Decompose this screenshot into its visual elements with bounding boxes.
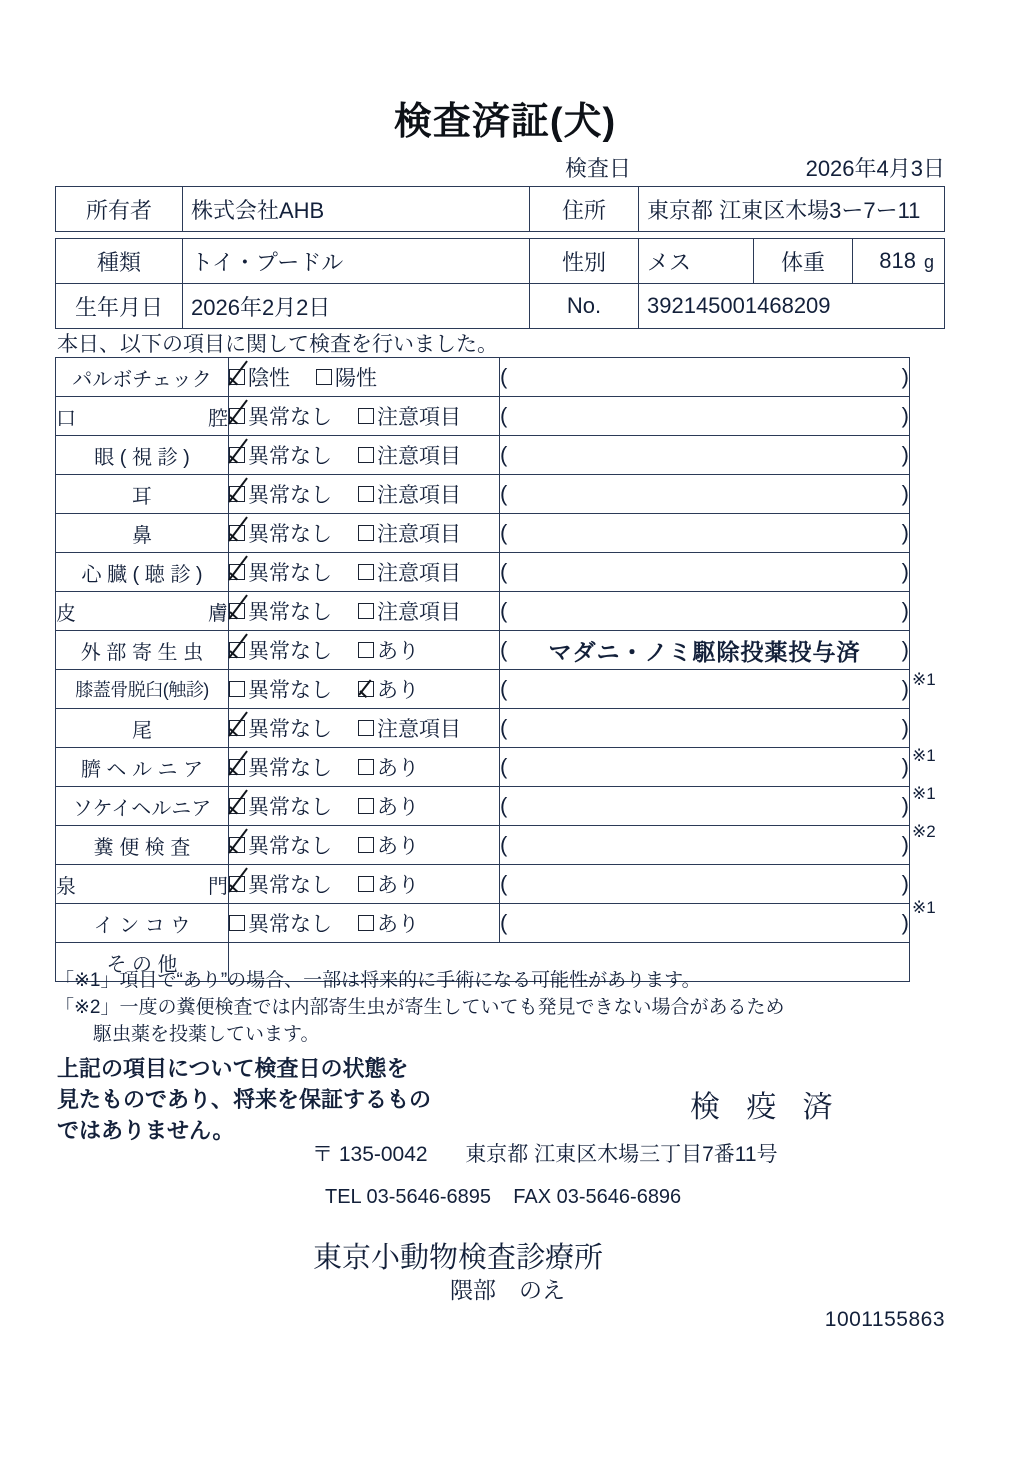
checklist-item-label: 口 腔 (56, 397, 229, 436)
clinic-person-name: 隈部 のえ (450, 1277, 565, 1303)
checkbox-option-left[interactable] (229, 869, 332, 899)
checkbox-label: 異常なし (248, 523, 332, 546)
clinic-name: 東京小動物検査診療所 (313, 1242, 604, 1274)
footnote-2: 「※2」一度の糞便検査では内部寄生虫が寄生していても発見できない場合があるため (55, 996, 785, 1018)
checkbox-option-right[interactable] (358, 869, 419, 899)
checkbox-icon[interactable] (358, 798, 374, 814)
checklist-row (56, 670, 910, 709)
checkbox-option-right[interactable] (358, 752, 419, 782)
checkbox-label: あり (377, 757, 419, 780)
checkbox-label: あり (377, 913, 419, 936)
note-marker-empty (912, 509, 972, 547)
birthdate-value: 2026年2月2日 (183, 284, 530, 329)
checkbox-option-right[interactable] (358, 908, 419, 938)
checklist-row (56, 904, 910, 943)
checkbox-icon[interactable] (358, 564, 374, 580)
paren-close: ) (901, 403, 909, 428)
checklist-options (229, 436, 500, 475)
footnote-1: 「※1」項目で“あり”の場合、一部は将来的に手術になる可能性があります。 (55, 970, 701, 991)
checkbox-checked-icon[interactable] (229, 408, 245, 424)
breed-value: トイ・プードル (183, 239, 530, 284)
checklist-item-label: 尾 (56, 709, 229, 748)
note-marker-empty (912, 357, 972, 395)
checkbox-option-left[interactable] (229, 479, 332, 509)
checkbox-option-left[interactable] (229, 674, 332, 704)
paren-close: ) (901, 520, 909, 545)
checkbox-option-right[interactable] (358, 713, 461, 743)
note-marker: ※1 (912, 784, 936, 803)
checklist-row (56, 748, 910, 787)
checkbox-checked-icon[interactable] (229, 486, 245, 502)
checklist-item-label: 耳 (56, 475, 229, 514)
checklist-remark-cell[interactable] (500, 904, 910, 943)
checkbox-label: 異常なし (248, 796, 332, 819)
checkbox-label: 異常なし (248, 874, 332, 897)
checkbox-checked-icon[interactable] (229, 525, 245, 541)
checkbox-label: 異常なし (248, 835, 332, 858)
note-marker: ※1 (912, 898, 936, 917)
checkbox-option-left[interactable] (229, 401, 332, 431)
checkbox-option-right[interactable] (358, 401, 461, 431)
checkbox-label: 注意項目 (377, 562, 461, 585)
exam-date-value: 2026年4月3日 (805, 156, 945, 181)
checklist-remark-cell[interactable] (500, 670, 910, 709)
paren-close: ) (901, 832, 909, 857)
checkbox-icon[interactable] (358, 720, 374, 736)
checklist-row (56, 592, 910, 631)
checkbox-option-right[interactable] (358, 830, 419, 860)
note-marker-empty (912, 471, 972, 509)
checkbox-icon[interactable] (358, 642, 374, 658)
checkbox-label: 注意項目 (377, 445, 461, 468)
birthdate-label: 生年月日 (56, 284, 183, 329)
checklist-remark-cell[interactable] (500, 709, 910, 748)
checklist-row (56, 553, 910, 592)
checkbox-icon[interactable] (358, 447, 374, 463)
checklist-options (229, 670, 500, 709)
checkbox-option-right[interactable] (358, 791, 419, 821)
disclaimer (57, 1053, 487, 1147)
paren-open: ( (500, 871, 508, 896)
paren-open: ( (500, 403, 508, 428)
inspection-checklist (55, 357, 910, 982)
checkbox-option-right[interactable] (358, 674, 419, 704)
checkbox-icon[interactable] (358, 837, 374, 853)
clinic-address (312, 1138, 778, 1168)
checklist-remark-cell[interactable] (500, 865, 910, 904)
checkbox-label: 異常なし (248, 757, 332, 780)
breed-label: 種類 (56, 239, 183, 284)
checklist-row (56, 709, 910, 748)
checkbox-label: 異常なし (248, 406, 332, 429)
checklist-remark-cell[interactable] (500, 397, 910, 436)
footnote-2-cont: 駆虫薬を投薬しています。 (93, 1023, 320, 1045)
checkbox-label: 注意項目 (377, 601, 461, 624)
checklist-options (229, 826, 500, 865)
checklist-remark-cell[interactable] (500, 592, 910, 631)
note-marker-empty (912, 585, 972, 623)
disclaimer-line-1: 上記の項目について検査日の状態を (57, 1056, 409, 1081)
checklist-options (229, 865, 500, 904)
checklist-item-label: パルボチェック (56, 358, 229, 397)
checklist-remark-cell[interactable] (500, 826, 910, 865)
checkbox-checked-icon[interactable] (229, 447, 245, 463)
checkbox-icon[interactable] (358, 603, 374, 619)
clinic-contact (325, 1186, 681, 1209)
checkbox-icon[interactable] (358, 915, 374, 931)
owner-name-value: 株式会社AHB (183, 187, 530, 232)
clinic-tel-text: TEL 03-5646-6895 (325, 1186, 492, 1208)
checklist-note-markers (912, 357, 972, 965)
checkbox-label: 異常なし (248, 679, 332, 702)
checkbox-label: 陰性 (248, 367, 290, 390)
checkbox-label: 異常なし (248, 913, 332, 936)
checkbox-label: 異常なし (248, 640, 332, 663)
checklist-item-label: そ の 他 (56, 943, 229, 982)
checklist-item-label: 泉 門 (56, 865, 229, 904)
checkbox-label: 注意項目 (377, 718, 461, 741)
checklist-remark-cell[interactable] (500, 358, 910, 397)
checklist-row (56, 865, 910, 904)
checklist-item-label: 心 臓 ( 聴 診 ) (56, 553, 229, 592)
checkbox-label: 注意項目 (377, 484, 461, 507)
checklist-row (56, 514, 910, 553)
checklist-options (229, 397, 500, 436)
checkbox-checked-icon[interactable] (229, 876, 245, 892)
checklist-remark-cell[interactable] (500, 631, 910, 670)
checkbox-icon[interactable] (358, 525, 374, 541)
weight-unit: g (923, 252, 934, 272)
microchip-no-label: No. (530, 284, 639, 329)
paren-open: ( (500, 364, 508, 389)
table-row (56, 239, 945, 284)
sex-label: 性別 (530, 239, 639, 284)
checklist-options (229, 514, 500, 553)
checklist-row (56, 397, 910, 436)
checkbox-option-left[interactable] (229, 830, 332, 860)
paren-open: ( (500, 832, 508, 857)
checkbox-checked-icon[interactable] (229, 720, 245, 736)
table-row (56, 284, 945, 329)
checkbox-icon[interactable] (316, 369, 332, 385)
checkbox-label: 注意項目 (377, 523, 461, 546)
checkbox-checked-icon[interactable] (358, 681, 374, 697)
checklist-remark-cell[interactable] (500, 436, 910, 475)
paren-open: ( (500, 559, 508, 584)
checklist-item-label: 眼 ( 視 診 ) (56, 436, 229, 475)
checkbox-checked-icon[interactable] (229, 642, 245, 658)
checklist-options (229, 553, 500, 592)
weight-label: 体重 (754, 239, 853, 284)
disclaimer-line-3: ではありません。 (57, 1118, 235, 1144)
checkbox-option-left[interactable] (229, 635, 332, 665)
checkbox-label: 異常なし (248, 445, 332, 468)
paren-open: ( (500, 481, 508, 506)
note-marker-empty (912, 395, 972, 433)
quarantine-stamp: 検 疫 済 (690, 1091, 842, 1124)
paren-close: ) (901, 715, 909, 740)
checklist-item-label: 鼻 (56, 514, 229, 553)
checkbox-option-left[interactable] (229, 713, 332, 743)
checklist-options (229, 748, 500, 787)
checkbox-icon[interactable] (358, 876, 374, 892)
checkbox-icon[interactable] (358, 486, 374, 502)
weight-value-cell (853, 239, 945, 284)
microchip-no-value: 392145001468209 (639, 284, 945, 329)
paren-close: ) (901, 364, 909, 389)
note-marker-empty (912, 433, 972, 471)
address-value: 東京都 江東区木場3ー7ー11 (639, 187, 945, 232)
paren-open: ( (500, 520, 508, 545)
paren-close: ) (901, 598, 909, 623)
exam-date-label: 検査日 (565, 156, 632, 181)
note-marker-empty (912, 699, 972, 737)
checkbox-label: あり (377, 796, 419, 819)
paren-open: ( (500, 910, 508, 935)
paren-close: ) (901, 871, 909, 896)
paren-close: ) (901, 910, 909, 935)
checkbox-option-left[interactable] (229, 752, 332, 782)
checklist-row (56, 826, 910, 865)
checkbox-label: 異常なし (248, 484, 332, 507)
checklist-options (229, 592, 500, 631)
checklist-row (56, 475, 910, 514)
note-marker-empty (912, 927, 972, 965)
checklist-remark-cell[interactable] (500, 553, 910, 592)
document-serial-number: 1001155863 (824, 1308, 945, 1331)
paren-open: ( (500, 598, 508, 623)
checkbox-option-left[interactable] (229, 440, 332, 470)
checkbox-label: 陽性 (335, 367, 377, 390)
paren-open: ( (500, 793, 508, 818)
checkbox-checked-icon[interactable] (229, 369, 245, 385)
weight-value: 818 (879, 248, 916, 273)
checklist-remark-cell[interactable] (500, 748, 910, 787)
animal-table (55, 238, 945, 329)
checkbox-option-right[interactable] (358, 557, 461, 587)
checkbox-option-right[interactable] (358, 635, 419, 665)
note-marker: ※2 (912, 822, 936, 841)
checklist-row (56, 436, 910, 475)
checklist-item-label: イ ン コ ウ (56, 904, 229, 943)
checkbox-checked-icon[interactable] (229, 603, 245, 619)
exam-date-row (55, 152, 945, 182)
checklist-item-label: 糞 便 検 査 (56, 826, 229, 865)
checkbox-icon[interactable] (358, 408, 374, 424)
checkbox-option-left[interactable] (229, 596, 332, 626)
checkbox-option-left[interactable] (229, 518, 332, 548)
checkbox-label: 注意項目 (377, 406, 461, 429)
checkbox-option-right[interactable] (358, 440, 461, 470)
paren-open: ( (500, 637, 508, 662)
footnotes (55, 968, 935, 1049)
checkbox-option-right[interactable] (316, 362, 377, 392)
checklist-row (56, 787, 910, 826)
paren-open: ( (500, 676, 508, 701)
checkbox-option-right[interactable] (358, 479, 461, 509)
checkbox-label: 異常なし (248, 601, 332, 624)
checklist-options (229, 904, 500, 943)
checkbox-icon[interactable] (229, 681, 245, 697)
paren-close: ) (901, 481, 909, 506)
checkbox-option-left[interactable] (229, 791, 332, 821)
paren-open: ( (500, 754, 508, 779)
note-marker-empty (912, 623, 972, 661)
paren-open: ( (500, 715, 508, 740)
paren-close: ) (901, 793, 909, 818)
address-label: 住所 (530, 187, 639, 232)
checkbox-option-left[interactable] (229, 908, 332, 938)
sex-value: メス (639, 239, 754, 284)
intro-text: 本日、以下の項目に関して検査を行いました。 (57, 333, 498, 356)
checklist-item-label: 膝蓋骨脱臼(触診) (56, 670, 229, 709)
note-marker-empty (912, 851, 972, 889)
checklist-item-label: 臍 ヘ ル ニ ア (56, 748, 229, 787)
checkbox-label: あり (377, 835, 419, 858)
checkbox-label: 異常なし (248, 562, 332, 585)
checkbox-checked-icon[interactable] (229, 798, 245, 814)
checkbox-icon[interactable] (229, 915, 245, 931)
note-marker-empty (912, 547, 972, 585)
checklist-options (229, 709, 500, 748)
note-marker: ※1 (912, 670, 936, 689)
paren-close: ) (901, 637, 909, 662)
checklist-options (229, 358, 500, 397)
clinic-postal-code: 135-0042 (338, 1143, 428, 1166)
checklist-item-label: ソケイヘルニア (56, 787, 229, 826)
checklist-options (229, 631, 500, 670)
checklist-remark-text: マダニ・ノミ駆除投薬投与済 (548, 638, 861, 665)
checklist-options (229, 787, 500, 826)
paren-close: ) (901, 442, 909, 467)
checkbox-option-right[interactable] (358, 596, 461, 626)
paren-close: ) (901, 754, 909, 779)
checkbox-checked-icon[interactable] (229, 759, 245, 775)
checkbox-icon[interactable] (358, 759, 374, 775)
paren-open: ( (500, 442, 508, 467)
checkbox-label: あり (377, 679, 419, 702)
owner-table (55, 186, 945, 232)
clinic-fax-text: FAX 03-5646-6896 (513, 1186, 682, 1208)
checklist-row (56, 358, 910, 397)
checkbox-checked-icon[interactable] (229, 564, 245, 580)
table-row (56, 187, 945, 232)
checklist-item-label: 外 部 寄 生 虫 (56, 631, 229, 670)
checkbox-checked-icon[interactable] (229, 837, 245, 853)
checkbox-option-left[interactable] (229, 362, 290, 392)
checklist-remark-cell[interactable] (500, 787, 910, 826)
postal-mark-icon: 〒 (312, 1143, 333, 1166)
paren-close: ) (901, 676, 909, 701)
page-title: 検査済証(犬) (393, 101, 617, 143)
disclaimer-line-2: 見たものであり、将来を保証するもの (57, 1087, 432, 1113)
checklist-item-label: 皮 膚 (56, 592, 229, 631)
checkbox-label: 異常なし (248, 718, 332, 741)
checklist-options (229, 475, 500, 514)
clinic-address-text: 東京都 江東区木場三丁目7番11号 (465, 1143, 778, 1166)
paren-close: ) (901, 559, 909, 584)
checklist-row (56, 631, 910, 670)
checkbox-label: あり (377, 874, 419, 897)
owner-label: 所有者 (56, 187, 183, 232)
checkbox-option-right[interactable] (358, 518, 461, 548)
checklist-remark-cell[interactable] (500, 514, 910, 553)
checklist-remark-cell[interactable] (500, 475, 910, 514)
checkbox-option-left[interactable] (229, 557, 332, 587)
checkbox-label: あり (377, 640, 419, 663)
note-marker: ※1 (912, 746, 936, 765)
